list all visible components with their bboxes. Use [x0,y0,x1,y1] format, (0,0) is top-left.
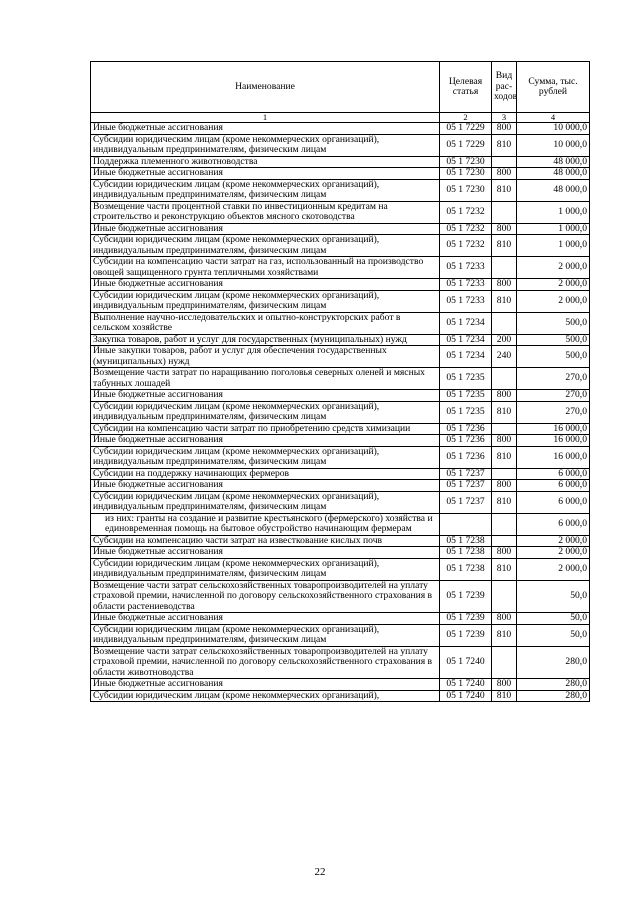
row-name: Субсидии юридическим лицам (кроме некоммерческих организаций), индивидуальным предпринимателям, физическим лицам [91,558,440,580]
row-name: Возмещение части процентной ставки по инвестиционным кредитам на строительство и реконструкцию объектов мясного скотоводства [91,201,440,223]
row-code: 05 1 7238 [440,558,492,580]
row-expense-type: 810 [492,235,517,257]
table-row [91,123,590,135]
row-name: Возмещение части затрат сельскохозяйственных товаропроизводителей на уплату страховой премии, начисленной по договору сельскохозяйственного страхования в области животноводства [91,646,440,679]
column-number: 2 [440,113,492,123]
row-sum: 48 000,0 [517,156,590,168]
row-expense-type [492,423,517,435]
row-sum: 6 000,0 [517,480,590,492]
row-code: 05 1 7232 [440,201,492,223]
row-sum: 500,0 [517,334,590,346]
row-name: Субсидии юридическим лицам (кроме некоммерческих организаций), индивидуальным предпринимателям, физическим лицам [91,401,440,423]
table-body [91,123,590,702]
header-name: Наименование [91,62,440,113]
row-name: Иные бюджетные ассигнования [91,123,440,135]
table-row [91,168,590,180]
table-row [91,491,590,513]
row-sum: 2 000,0 [517,257,590,279]
table-row [91,279,590,291]
row-code: 05 1 7236 [440,435,492,447]
row-sum: 280,0 [517,646,590,679]
row-expense-type [492,646,517,679]
row-name: Закупка товаров, работ и услуг для государственных (муниципальных) нужд [91,334,440,346]
row-code: 05 1 7232 [440,235,492,257]
table-row [91,580,590,613]
table-row [91,679,590,691]
row-sum: 16 000,0 [517,435,590,447]
row-code: 05 1 7239 [440,613,492,625]
row-code: 05 1 7240 [440,646,492,679]
table-row [91,446,590,468]
row-sum: 50,0 [517,580,590,613]
row-sum: 6 000,0 [517,513,590,535]
row-sum: 48 000,0 [517,168,590,180]
row-expense-type: 810 [492,134,517,156]
table-row [91,235,590,257]
row-code: 05 1 7236 [440,423,492,435]
row-code: 05 1 7238 [440,547,492,559]
header-code: Целевая статья [440,62,492,113]
row-sum: 1 000,0 [517,201,590,223]
row-code: 05 1 7233 [440,290,492,312]
row-code: 05 1 7235 [440,390,492,402]
table-row [91,368,590,390]
row-name: Иные бюджетные ассигнования [91,279,440,291]
row-expense-type [492,312,517,334]
row-name: Иные закупки товаров, работ и услуг для обеспечения государственных (муниципальных) нужд [91,346,440,368]
table-row [91,134,590,156]
row-expense-type [492,468,517,480]
row-sum: 2 000,0 [517,535,590,547]
row-name: Субсидии на поддержку начинающих фермеров [91,468,440,480]
row-sum: 1 000,0 [517,235,590,257]
row-code: 05 1 7230 [440,168,492,180]
row-name: Иные бюджетные ассигнования [91,390,440,402]
row-name: Субсидии юридическим лицам (кроме некоммерческих организаций), [91,690,440,702]
row-sum: 2 000,0 [517,558,590,580]
row-sum: 16 000,0 [517,446,590,468]
row-name: Субсидии юридическим лицам (кроме некоммерческих организаций), индивидуальным предпринимателям, физическим лицам [91,179,440,201]
row-sum: 6 000,0 [517,491,590,513]
header-type: Вид рас-ходов [492,62,517,113]
row-sum: 16 000,0 [517,423,590,435]
row-name: Иные бюджетные ассигнования [91,480,440,492]
row-expense-type: 810 [492,491,517,513]
column-number: 3 [492,113,517,123]
table-row [91,390,590,402]
header-row [91,62,590,113]
table-row [91,480,590,492]
row-sum: 2 000,0 [517,279,590,291]
row-code: 05 1 7234 [440,334,492,346]
row-code: 05 1 7239 [440,624,492,646]
table-row [91,468,590,480]
table-row [91,646,590,679]
header-sum: Сумма, тыс. рублей [517,62,590,113]
table-row [91,535,590,547]
row-code: 05 1 7239 [440,580,492,613]
table-row [91,401,590,423]
row-code: 05 1 7234 [440,346,492,368]
row-code: 05 1 7229 [440,123,492,135]
row-expense-type [492,535,517,547]
row-expense-type: 800 [492,123,517,135]
row-code: 05 1 7237 [440,480,492,492]
row-expense-type: 800 [492,547,517,559]
table-row [91,223,590,235]
row-name: Субсидии юридическим лицам (кроме некоммерческих организаций), индивидуальным предпринимателям, физическим лицам [91,235,440,257]
row-expense-type [492,201,517,223]
row-expense-type [492,368,517,390]
table-row [91,334,590,346]
row-code: 05 1 7233 [440,257,492,279]
row-code: 05 1 7229 [440,134,492,156]
row-expense-type: 810 [492,624,517,646]
column-number-row [91,113,590,123]
row-code: 05 1 7235 [440,401,492,423]
row-sum: 6 000,0 [517,468,590,480]
row-code: 05 1 7237 [440,491,492,513]
row-name: Иные бюджетные ассигнования [91,547,440,559]
table-row [91,201,590,223]
row-expense-type: 800 [492,679,517,691]
row-sum: 270,0 [517,390,590,402]
row-sum: 500,0 [517,312,590,334]
row-expense-type: 800 [492,390,517,402]
row-name: Иные бюджетные ассигнования [91,679,440,691]
row-expense-type [492,257,517,279]
row-sum: 270,0 [517,401,590,423]
row-code: 05 1 7234 [440,312,492,334]
table-row [91,435,590,447]
row-expense-type: 810 [492,690,517,702]
row-sum: 2 000,0 [517,547,590,559]
row-expense-type [492,156,517,168]
row-sum: 2 000,0 [517,290,590,312]
row-code [440,513,492,535]
row-sum: 500,0 [517,346,590,368]
row-expense-type: 810 [492,558,517,580]
row-expense-type: 810 [492,446,517,468]
row-expense-type: 800 [492,480,517,492]
row-code: 05 1 7230 [440,179,492,201]
row-name: из них: гранты на создание и развитие крестьянского (фермерского) хозяйства и единовременная помощь на бытовое обустройство начинающим фермерам [91,513,440,535]
row-code: 05 1 7232 [440,223,492,235]
row-name: Субсидии юридическим лицам (кроме некоммерческих организаций), индивидуальным предпринимателям, физическим лицам [91,446,440,468]
row-sum: 50,0 [517,624,590,646]
row-expense-type: 810 [492,401,517,423]
row-name: Субсидии юридическим лицам (кроме некоммерческих организаций), индивидуальным предпринимателям, физическим лицам [91,491,440,513]
row-code: 05 1 7238 [440,535,492,547]
table-row [91,312,590,334]
budget-table [90,61,590,702]
row-sum: 1 000,0 [517,223,590,235]
row-name: Субсидии юридическим лицам (кроме некоммерческих организаций), индивидуальным предпринимателям, физическим лицам [91,134,440,156]
row-expense-type [492,513,517,535]
row-expense-type: 240 [492,346,517,368]
row-name: Иные бюджетные ассигнования [91,223,440,235]
row-expense-type: 810 [492,179,517,201]
row-name: Субсидии юридическим лицам (кроме некоммерческих организаций), индивидуальным предпринимателям, физическим лицам [91,624,440,646]
row-sum: 270,0 [517,368,590,390]
row-name: Иные бюджетные ассигнования [91,168,440,180]
row-code: 05 1 7233 [440,279,492,291]
row-sum: 280,0 [517,690,590,702]
row-name: Субсидии на компенсацию части затрат на известкование кислых почв [91,535,440,547]
row-sum: 48 000,0 [517,179,590,201]
column-number: 4 [517,113,590,123]
table-row [91,690,590,702]
row-expense-type: 800 [492,279,517,291]
row-expense-type: 800 [492,223,517,235]
column-number: 1 [91,113,440,123]
row-name: Возмещение части затрат сельскохозяйственных товаропроизводителей на уплату страховой премии, начисленной по договору сельскохозяйственного страхования в области растениеводства [91,580,440,613]
row-sum: 50,0 [517,613,590,625]
row-name: Выполнение научно-исследовательских и опытно-конструкторских работ в сельском хозяйстве [91,312,440,334]
table-row [91,513,590,535]
table-row [91,290,590,312]
page-number: 22 [314,866,326,878]
table-row [91,346,590,368]
row-sum: 280,0 [517,679,590,691]
row-name: Субсидии на компенсацию части затрат по приобретению средств химизации [91,423,440,435]
row-name: Возмещение части затрат по наращиванию поголовья северных оленей и мясных табунных лошадей [91,368,440,390]
row-name: Поддержка племенного животноводства [91,156,440,168]
row-expense-type: 200 [492,334,517,346]
row-code: 05 1 7237 [440,468,492,480]
row-sum: 10 000,0 [517,123,590,135]
row-expense-type: 800 [492,435,517,447]
row-expense-type: 800 [492,168,517,180]
row-name: Иные бюджетные ассигнования [91,435,440,447]
row-code: 05 1 7230 [440,156,492,168]
table-row [91,624,590,646]
table-row [91,156,590,168]
table-row [91,547,590,559]
row-name: Субсидии на компенсацию части затрат на газ, использованный на производство овощей защищенного грунта тепличными хозяйствами [91,257,440,279]
table-row [91,423,590,435]
table-row [91,179,590,201]
row-name: Субсидии юридическим лицам (кроме некоммерческих организаций), индивидуальным предпринимателям, физическим лицам [91,290,440,312]
row-code: 05 1 7235 [440,368,492,390]
row-code: 05 1 7236 [440,446,492,468]
table-row [91,613,590,625]
row-name: Иные бюджетные ассигнования [91,613,440,625]
row-code: 05 1 7240 [440,690,492,702]
row-code: 05 1 7240 [440,679,492,691]
row-expense-type: 810 [492,290,517,312]
table-row [91,257,590,279]
row-expense-type [492,580,517,613]
row-sum: 10 000,0 [517,134,590,156]
row-expense-type: 800 [492,613,517,625]
table-row [91,558,590,580]
